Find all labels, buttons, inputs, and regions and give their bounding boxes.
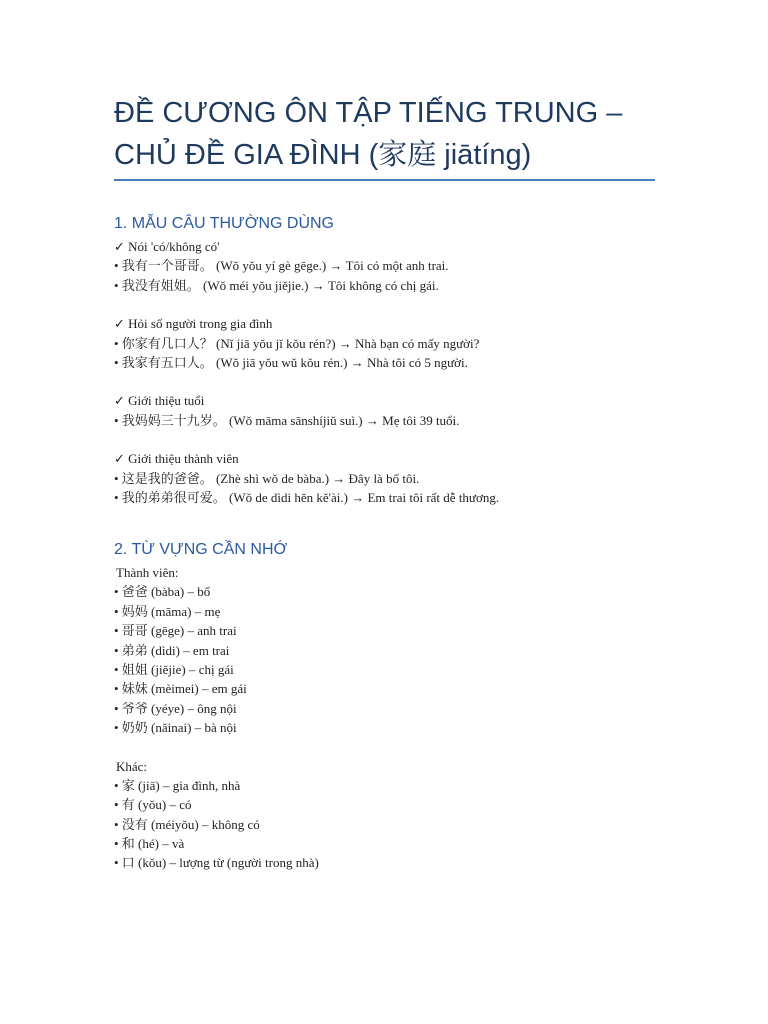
group-label: Thành viên: xyxy=(116,565,179,580)
title-line-2: CHỦ ĐỀ GIA ĐÌNH (家庭 jiātíng) xyxy=(114,139,532,171)
pattern-group xyxy=(114,314,659,372)
list-item: • 姐姐 (jiějie) – chị gái xyxy=(114,661,234,677)
list-item: • 我的弟弟很可爱。 (Wǒ de dìdi hěn kě'ài.) → Em trai tôi rất dễ thương. xyxy=(114,489,500,505)
list-item: • 爷爷 (yéye) – ông nội xyxy=(114,700,237,716)
list-item: • 家 (jiā) – gia đình, nhà xyxy=(114,777,241,793)
list-item: • 这是我的爸爸。 (Zhè shì wǒ de bàba.) → Đây là bố tôi. xyxy=(114,470,420,486)
list-item: • 我妈妈三十九岁。 (Wǒ māma sānshíjiǔ suì.) → Mẹ tôi 39 tuổi. xyxy=(114,412,460,428)
list-item: • 妈妈 (māma) – mẹ xyxy=(114,603,221,619)
group-label: ✓ Hỏi số người trong gia đình xyxy=(114,316,273,332)
list-item: • 哥哥 (gēge) – anh trai xyxy=(114,623,237,639)
list-item: • 我家有五口人。 (Wǒ jiā yǒu wǔ kǒu rén.) → Nhà tôi có 5 người. xyxy=(114,354,468,370)
group-label: Khác: xyxy=(116,758,148,774)
pattern-group xyxy=(114,449,659,507)
group-label: ✓ Nói 'có/không có' xyxy=(114,239,220,254)
section-heading: 1. MẪU CÂU THƯỜNG DÙNG xyxy=(114,215,334,232)
title-divider xyxy=(114,179,655,181)
page-title xyxy=(114,92,659,176)
section-heading: 2. TỪ VỰNG CẦN NHỚ xyxy=(114,541,288,558)
list-item: • 有 (yǒu) – có xyxy=(114,797,192,813)
list-item: • 你家有几口人？ (Nǐ jiā yǒu jǐ kǒu rén?) → Nhà bạn có mấy người? xyxy=(114,335,480,351)
list-item: • 我没有姐姐。 (Wǒ méi yǒu jiějie.) → Tôi không có chị gái. xyxy=(114,277,439,293)
list-item: • 口 (kǒu) – lượng từ (người trong nhà) xyxy=(114,855,319,871)
list-item: • 没有 (méiyǒu) – không có xyxy=(114,816,260,832)
section-sentence-patterns xyxy=(114,211,659,526)
list-item: • 奶奶 (nǎinai) – bà nội xyxy=(114,720,237,736)
group-label: ✓ Giới thiệu tuổi xyxy=(114,393,205,409)
pattern-group xyxy=(114,391,659,430)
group-label: ✓ Giới thiệu thành viên xyxy=(114,451,239,467)
section-vocabulary xyxy=(114,537,659,892)
list-item: • 妹妹 (mèimei) – em gái xyxy=(114,681,247,697)
list-item: • 和 (hé) – và xyxy=(114,836,185,852)
list-item: • 弟弟 (dìdi) – em trai xyxy=(114,642,230,658)
pattern-group xyxy=(114,237,659,295)
list-item: • 爸爸 (bàba) – bố xyxy=(114,584,211,600)
title-line-1: ĐỀ CƯƠNG ÔN TẬP TIẾNG TRUNG – xyxy=(114,97,623,129)
list-item: • 我有一个哥哥。 (Wǒ yǒu yí gè gēge.) → Tôi có một anh trai. xyxy=(114,258,449,274)
vocab-group-other xyxy=(114,757,659,873)
vocab-group-members xyxy=(114,563,659,738)
